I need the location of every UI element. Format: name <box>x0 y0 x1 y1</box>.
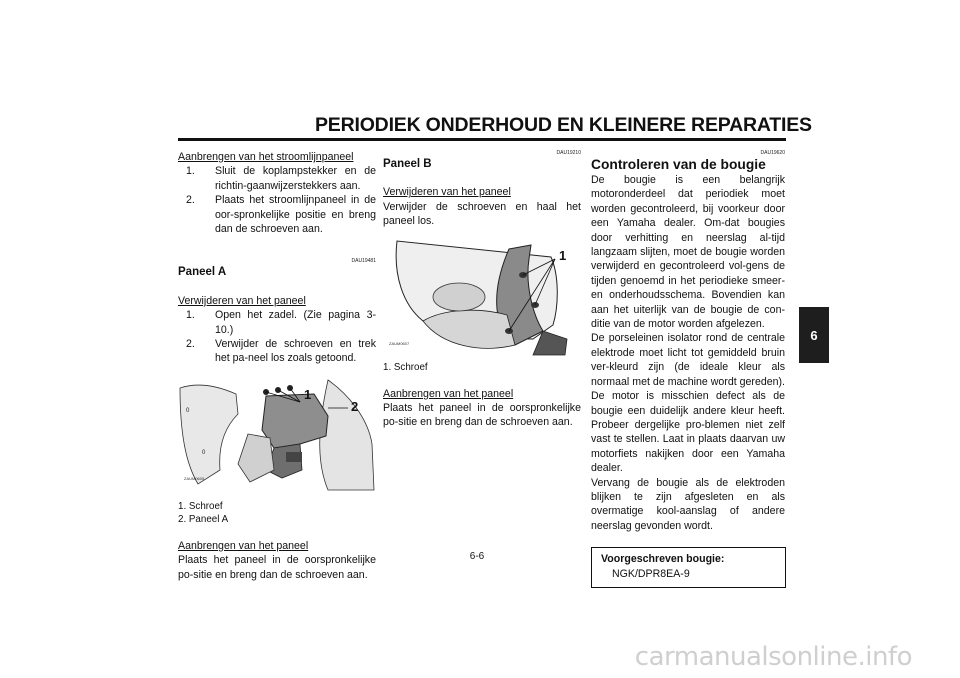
caption-schroef: 1. Schroef <box>178 500 223 512</box>
chapter-tab: 6 <box>799 307 829 363</box>
list-item: 1. Sluit de koplampstekker en de richtin-gaanwijzerstekkers aan. <box>186 165 376 192</box>
callout-2: 2 <box>351 398 359 414</box>
figure-panel-a <box>178 374 376 492</box>
caption-paneel-a: 2. Paneel A <box>178 513 229 525</box>
install-panel-b-text: Plaats het paneel in de oorspronkelijke po-sitie en breng dan de schroeven aan. <box>383 402 581 429</box>
title-rule <box>178 138 786 141</box>
list-item: 2. Verwijder de schroeven en trek het pa-neel los zoals getoond. <box>186 338 376 365</box>
column-1 <box>178 150 376 582</box>
reference-code: DAU19620 <box>760 150 785 156</box>
spark-plug-paragraph-2: De porseleinen isolator rond de centrale elektrode moet licht tot gemiddeld bruin ver-kleurd zijn (de ideale kleur als normaal met de machine wordt gereden). De motor is misschien defect als de bougie een duidelijk andere kleur heeft. Probeer dergelijke pro-blemen niet zelf vast te stellen. Laat in plaats daarvan uw motorfiets nakijken door een Yamaha dealer. <box>591 332 785 475</box>
panel-a-heading: Paneel A <box>178 266 227 279</box>
spark-plug-paragraph-3: Vervang de bougie als de elektroden blijken te zijn afgesleten en als overmatige kool-aanslag of andere neerslag gevonden wordt. <box>591 476 785 532</box>
list-item: 1. Open het zadel. (Zie pagina 3-10.) <box>186 309 376 336</box>
panel-b-illustration <box>383 235 581 357</box>
page-title: PERIODIEK ONDERHOUD EN KLEINERE REPARATIES <box>315 114 812 136</box>
panel-a-illustration <box>178 374 376 492</box>
figure-code: ZAUM0607 <box>389 341 410 347</box>
reference-code: DAU19481 <box>351 258 376 265</box>
column-2 <box>383 150 581 430</box>
column-3 <box>591 150 785 588</box>
spec-box <box>591 547 786 588</box>
watermark: carmanualsonline.info <box>634 642 912 672</box>
spec-value: NGK/DPR8EA-9 <box>612 567 690 580</box>
section-heading-install-fairing: Aanbrengen van het stroomlijnpaneel <box>178 151 354 163</box>
install-panel-text: Plaats het paneel in de oorspronkelijke po-sitie en breng dan de schroeven aan. <box>178 554 376 581</box>
remove-panel-steps <box>178 308 376 366</box>
callout-1: 1 <box>559 247 567 263</box>
svg-text:0: 0 <box>186 407 190 414</box>
remove-panel-b-text: Verwijder de schroeven en haal het paneel los. <box>383 200 581 228</box>
page-number: 6-6 <box>469 551 485 562</box>
install-fairing-steps <box>178 164 376 236</box>
reference-code: DAU19210 <box>556 150 581 156</box>
svg-text:0: 0 <box>202 449 206 456</box>
figure-code: ZAUM0605 <box>184 476 205 482</box>
panel-b-heading: Paneel B <box>383 158 432 170</box>
section-heading-remove-panel: Verwijderen van het paneel <box>178 294 306 307</box>
figure-panel-b <box>383 235 581 357</box>
list-item: 2. Plaats het stroomlijnpaneel in de oor-spronkelijke positie en breng dan de schroeven aan. <box>186 194 376 236</box>
section-heading-remove-panel-b: Verwijderen van het paneel <box>383 186 511 199</box>
section-heading-install-panel-b: Aanbrengen van het paneel <box>383 387 514 400</box>
caption-schroef: 1. Schroef <box>383 361 428 373</box>
section-heading-install-panel: Aanbrengen van het paneel <box>178 539 309 552</box>
spec-label: Voorgeschreven bougie: <box>601 553 725 566</box>
callout-1: 1 <box>304 386 312 402</box>
spark-plug-paragraph-1: De bougie is een belangrijk motoronderdeel dat periodiek moet worden gecontroleerd, bij voorkeur door een Yamaha dealer. Om-dat bougies door verhitting en neerslag al-tijd langzaam slijten, moet de bougie worden verwijderd en gecontroleerd vol-gens de tijden genoemd in het periodieke smeer- en onderhoudsschema. Bovendien kan aan het uiterlijk van de bougie de con-ditie van de motor worden afgelezen. <box>591 174 785 331</box>
spark-plug-heading: Controleren van de bougie <box>591 157 766 172</box>
